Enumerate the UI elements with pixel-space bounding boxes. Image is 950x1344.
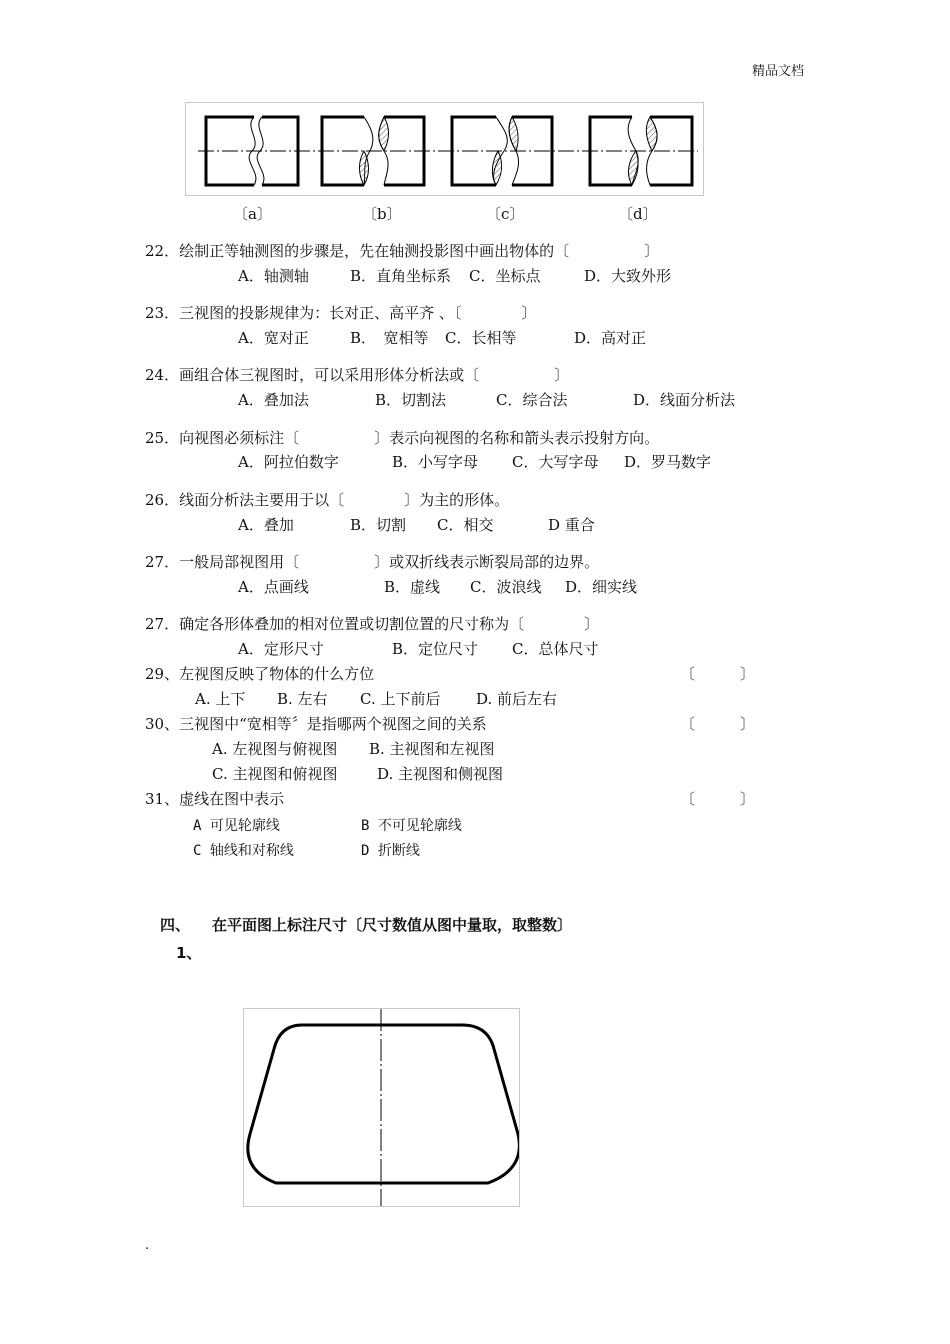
question-25-stem: 25．向视图必须标注〔 〕表示向视图的名称和箭头表示投射方向。 — [145, 429, 660, 447]
question-27b-stem: 27．确定各形体叠加的相对位置或切割位置的尺寸称为〔 〕 — [145, 615, 600, 633]
section-4-item-number: 1、 — [176, 944, 202, 962]
question-25-option-a: A．阿拉伯数字 — [238, 453, 339, 471]
question-31-option-c: C 轴线和对称线 — [193, 843, 294, 859]
question-25-option-b: B．小写字母 — [392, 453, 479, 471]
question-27a-stem: 27．一般局部视图用〔 〕或双折线表示断裂局部的边界。 — [145, 553, 600, 571]
question-30-bracket: 〔 〕 — [680, 715, 756, 733]
question-29-option-c: C. 上下前后 — [360, 690, 441, 708]
footer-mark: . — [145, 1238, 150, 1253]
question-24-option-b: B．切割法 — [375, 391, 447, 409]
question-31-option-a: A 可见轮廓线 — [193, 818, 280, 834]
section-4-title: 在平面图上标注尺寸〔尺寸数值从图中量取，取整数〕 — [212, 916, 573, 934]
question-22-option-c: C．坐标点 — [469, 267, 541, 285]
question-29-bracket: 〔 〕 — [680, 665, 756, 683]
question-23-option-c: C．长相等 — [445, 329, 517, 347]
question-26-option-a: A．叠加 — [238, 516, 294, 534]
question-24-stem: 24．画组合体三视图时，可以采用形体分析法或〔 〕 — [145, 366, 570, 384]
figure-label-d: 〔d〕 — [618, 205, 658, 223]
question-30-stem: 30、三视图中“宽相等〞是指哪两个视图之间的关系 — [145, 715, 487, 733]
question-29-option-a: A. 上下 — [195, 690, 246, 708]
question-31-stem: 31、虚线在图中表示 — [145, 790, 285, 808]
question-27b-option-c: C．总体尺寸 — [512, 640, 599, 658]
question-27a-option-c: C．波浪线 — [470, 578, 542, 596]
question-30-option-c: C. 主视图和俯视图 — [212, 765, 338, 783]
question-22-option-b: B．直角坐标系 — [350, 267, 452, 285]
figure-label-b: 〔b〕 — [362, 205, 402, 223]
question-23-option-b: B． 宽相等 — [350, 329, 429, 347]
section-4-number: 四、 — [160, 916, 191, 934]
question-23-stem: 23．三视图的投影规律为：长对正、高平齐 、〔 〕 — [145, 304, 537, 322]
question-30-option-a: A. 左视图与俯视图 — [212, 740, 338, 758]
question-31-option-d: D 折断线 — [361, 843, 420, 859]
section-views-figure — [185, 102, 704, 196]
question-23-option-a: A．宽对正 — [238, 329, 309, 347]
question-22-stem: 22．绘制正等轴测图的步骤是，先在轴测投影图中画出物体的〔 〕 — [145, 242, 660, 260]
question-27b-option-b: B．定位尺寸 — [392, 640, 479, 658]
question-24-option-d: D．线面分析法 — [633, 391, 736, 409]
question-27a-option-a: A．点画线 — [238, 578, 309, 596]
question-27a-option-b: B．虚线 — [384, 578, 441, 596]
question-27a-option-d: D．细实线 — [565, 578, 638, 596]
trapezoid-figure — [243, 1008, 520, 1207]
question-26-option-b: B．切割 — [350, 516, 407, 534]
section-views-drawing — [186, 103, 703, 195]
question-31-bracket: 〔 〕 — [680, 790, 756, 808]
question-31-option-b: B 不可见轮廓线 — [361, 818, 462, 834]
question-26-option-c: C．相交 — [437, 516, 494, 534]
trapezoid-drawing — [244, 1009, 519, 1206]
question-30-option-b: B. 主视图和左视图 — [369, 740, 495, 758]
question-25-option-d: D．罗马数字 — [624, 453, 712, 471]
figure-label-c: 〔c〕 — [486, 205, 525, 223]
question-23-option-d: D．高对正 — [574, 329, 647, 347]
question-22-option-a: A．轴测轴 — [238, 267, 309, 285]
figure-label-a: 〔a〕 — [233, 205, 272, 223]
question-26-stem: 26．线面分析法主要用于以〔 〕为主的形体。 — [145, 491, 510, 509]
question-30-option-d: D. 主视图和侧视图 — [377, 765, 504, 783]
question-24-option-a: A．叠加法 — [238, 391, 309, 409]
question-29-option-d: D. 前后左右 — [476, 690, 558, 708]
header-watermark: 精品文档 — [752, 64, 805, 79]
question-27b-option-a: A．定形尺寸 — [238, 640, 324, 658]
question-24-option-c: C．综合法 — [496, 391, 568, 409]
question-29-stem: 29、左视图反映了物体的什么方位 — [145, 665, 375, 683]
question-26-option-d: D 重合 — [548, 516, 595, 534]
question-25-option-c: C．大写字母 — [512, 453, 599, 471]
question-29-option-b: B. 左右 — [277, 690, 328, 708]
question-22-option-d: D．大致外形 — [584, 267, 672, 285]
